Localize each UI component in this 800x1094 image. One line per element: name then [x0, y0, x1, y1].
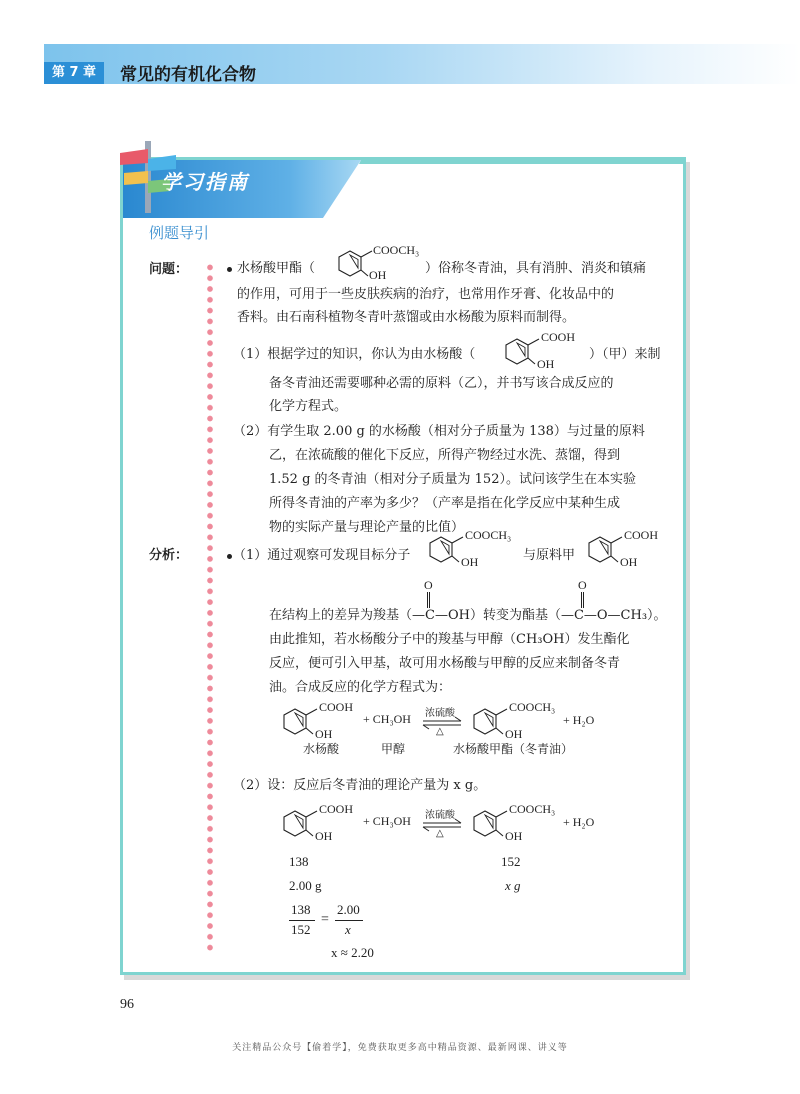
chem-water: + H₂O	[563, 713, 595, 727]
question-text-1b: ）俗称冬青油，具有消肿、消炎和镇痛	[425, 261, 647, 276]
chem-o: O	[578, 578, 587, 592]
dotted-divider	[205, 262, 215, 952]
chem-cooch3: COOCH₃	[465, 528, 512, 542]
q2-text-5: 物的实际产量与理论产量的比值）	[269, 520, 465, 535]
chem-methanol: + CH₃OH	[363, 814, 411, 828]
q2-text-3: 1.52 g 的冬青油（相对分子质量为 152）。试问该学生在本实验	[269, 472, 636, 487]
compound-name-methanol: 甲醇	[381, 742, 406, 756]
guide-title: 学习指南	[161, 170, 249, 194]
analysis-1-l5: 油。合成反应的化学方程式为：	[269, 680, 452, 695]
chem-oh: OH	[505, 727, 523, 741]
q1-text-b: ）（甲）来制	[589, 347, 661, 362]
compound-name-salicylic-acid: 水杨酸	[303, 742, 340, 756]
chapter-title: 常见的有机化合物	[120, 65, 256, 85]
chem-oh: OH	[315, 829, 333, 843]
question-text-2: 的作用，可用于一些皮肤疾病的治疗，也常用作牙膏、化妆品中的	[237, 287, 615, 302]
chem-oh: OH	[369, 268, 387, 282]
footer-note: 关注精品公众号【偷着学】，免费获取更多高中精品资源、最新网课、讲义等	[232, 1043, 568, 1053]
question-text-1a: 水杨酸甲酯（	[237, 261, 316, 276]
molar-mass-methyl-salicylate: 152	[501, 854, 521, 869]
molar-mass-salicylic: 138	[289, 854, 309, 869]
bullet	[227, 554, 232, 559]
chem-catalyst: 浓硫酸	[425, 810, 455, 821]
q1-text-a: （1）根据学过的知识，你认为由水杨酸（	[233, 347, 476, 362]
chem-o: O	[424, 578, 433, 592]
analysis-1a: （1）通过观察可发现目标分子	[233, 548, 411, 563]
chem-cooh: COOH	[319, 700, 354, 714]
question-text-3: 香料。由石南科植物冬青叶蒸馏或由水杨酸为原料而制得。	[237, 310, 576, 325]
chem-cooh: COOH	[319, 802, 354, 816]
result: x ≈ 2.20	[331, 945, 374, 960]
bullet	[227, 267, 232, 272]
fraction-bar	[335, 920, 363, 921]
chapter-number: 第 7 章	[44, 62, 104, 84]
q2-text-1: （2）有学生取 2.00 g 的水杨酸（相对分子质量为 138）与过量的原料	[233, 424, 645, 439]
analysis-1-l3: 由此推知，若水杨酸分子中的羧基与甲醇（CH₃OH）发生酯化	[269, 632, 630, 647]
unknown-mass: x g	[505, 878, 521, 893]
chem-cooch3: COOCH₃	[373, 243, 420, 257]
analysis-1-l4: 反应，便可引入甲基，故可用水杨酸与甲醇的反应来制备冬青	[269, 656, 621, 671]
chem-oh: OH	[315, 727, 333, 741]
study-guide-card	[120, 157, 686, 975]
chem-oh: OH	[505, 829, 523, 843]
analysis-label: 分析：	[149, 548, 189, 563]
q1-text-3: 化学方程式。	[269, 399, 348, 414]
chem-heat: △	[436, 726, 444, 737]
equals-sign: =	[321, 912, 329, 927]
compound-name-methyl-salicylate: 水杨酸甲酯（冬青油）	[453, 742, 574, 756]
chem-oh: OH	[537, 357, 555, 371]
fraction-right-numerator: 2.00	[337, 902, 360, 917]
fraction-left-denominator: 152	[291, 922, 311, 937]
chem-oh: OH	[620, 555, 638, 569]
page-number: 96	[120, 997, 134, 1012]
fraction-right-denominator: x	[345, 922, 351, 937]
analysis-2: （2）设：反应后冬青油的理论产量为 x g。	[233, 778, 487, 793]
chem-cooch3: COOCH₃	[509, 802, 556, 816]
chem-catalyst: 浓硫酸	[425, 708, 455, 719]
analysis-1-l2: 在结构上的差异为羧基（—C—OH）转变为酯基（—C—O—CH₃）。	[269, 608, 667, 623]
section-heading: 例题导引	[149, 224, 210, 242]
fraction-left-numerator: 138	[291, 902, 311, 917]
chem-heat: △	[436, 828, 444, 839]
chem-cooch3: COOCH₃	[509, 700, 556, 714]
chem-cooh: COOH	[624, 528, 659, 542]
q2-text-2: 乙，在浓硫酸的催化下反应，所得产物经过水洗、蒸馏，得到	[269, 448, 621, 463]
chem-oh: OH	[461, 555, 479, 569]
analysis-1b: 与原料甲	[523, 548, 576, 563]
q2-text-4: 所得冬青油的产率为多少？（产率是指在化学反应中某种生成	[269, 496, 621, 511]
q1-text-2: 备冬青油还需要哪种必需的原料（乙），并书写该合成反应的	[269, 376, 614, 391]
question-label: 问题：	[149, 262, 189, 277]
fraction-bar	[289, 920, 315, 921]
chem-methanol: + CH₃OH	[363, 712, 411, 726]
chem-water: + H₂O	[563, 815, 595, 829]
chem-cooh: COOH	[541, 330, 576, 344]
given-mass: 2.00 g	[289, 878, 322, 893]
